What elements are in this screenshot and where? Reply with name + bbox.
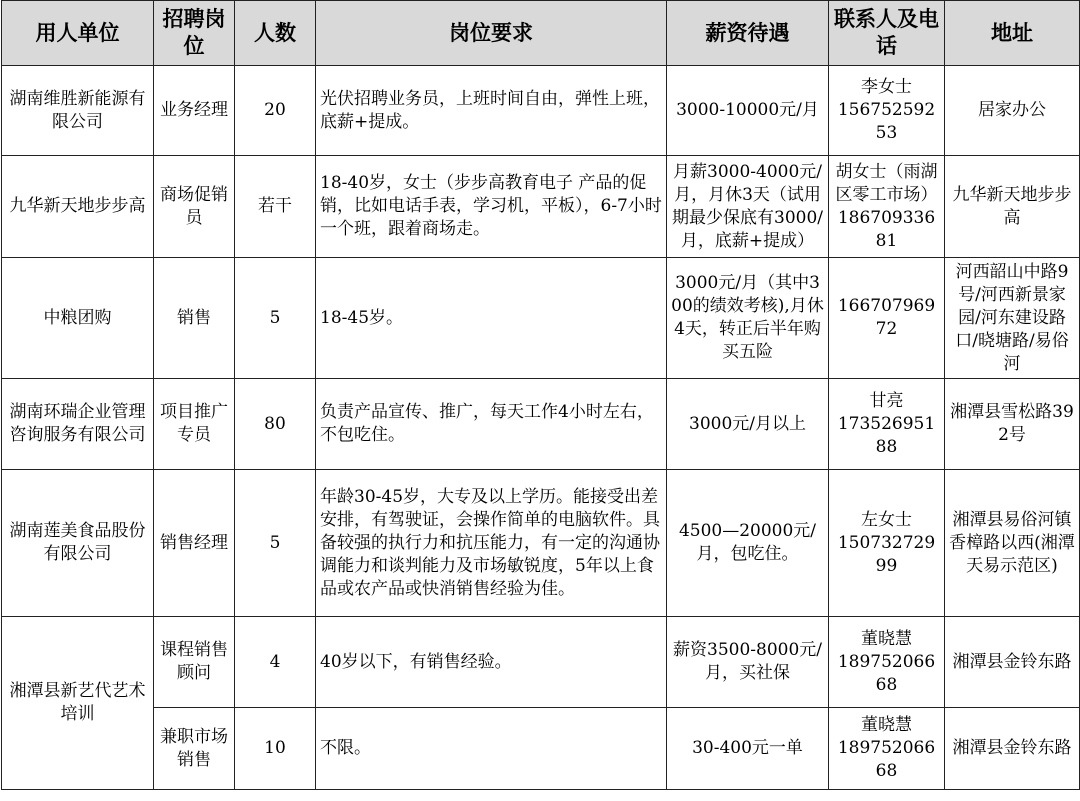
table-row bbox=[2, 379, 1080, 470]
salary-cell: 3000-10000元/月 bbox=[667, 66, 829, 156]
address-cell: 居家办公 bbox=[945, 66, 1080, 156]
company-cell: 九华新天地步步高 bbox=[2, 156, 154, 258]
table-row bbox=[2, 708, 1080, 790]
position-cell: 销售经理 bbox=[154, 470, 235, 617]
contact-phone: 18670933681 bbox=[837, 207, 936, 251]
table-row bbox=[2, 156, 1080, 258]
count-cell: 5 bbox=[235, 470, 316, 617]
salary-cell: 3000元/月（其中300的绩效考核),月休4天，转正后半年购买五险 bbox=[667, 258, 829, 379]
contact-cell bbox=[829, 258, 945, 379]
count-cell: 80 bbox=[235, 379, 316, 470]
contact-cell bbox=[829, 156, 945, 258]
count-cell: 5 bbox=[235, 258, 316, 379]
salary-cell: 4500—20000元/月，包吃住。 bbox=[667, 470, 829, 617]
position-cell: 业务经理 bbox=[154, 66, 235, 156]
address-cell: 湘潭县金铃东路 bbox=[945, 617, 1080, 708]
contact-phone: 18975206668 bbox=[837, 651, 936, 695]
contact-phone: 18975206668 bbox=[837, 738, 936, 781]
contact-cell bbox=[829, 379, 945, 470]
count-cell: 4 bbox=[235, 617, 316, 708]
requirements-cell: 40岁以下，有销售经验。 bbox=[316, 617, 667, 708]
contact-name: 甘亮 bbox=[869, 390, 904, 411]
table-row bbox=[2, 258, 1080, 379]
contact-cell bbox=[829, 66, 945, 156]
contact-phone: 15675259253 bbox=[837, 100, 936, 143]
salary-cell: 30-400元一单 bbox=[667, 708, 829, 790]
header-contact: 联系人及电话 bbox=[829, 1, 945, 66]
header-position: 招聘岗位 bbox=[154, 1, 235, 66]
position-cell: 项目推广专员 bbox=[154, 379, 235, 470]
position-cell: 商场促销员 bbox=[154, 156, 235, 258]
address-cell: 湘潭县易俗河镇香樟路以西(湘潭天易示范区) bbox=[945, 470, 1080, 617]
position-cell: 兼职市场销售 bbox=[154, 708, 235, 790]
salary-cell: 薪资3500-8000元/月，买社保 bbox=[667, 617, 829, 708]
contact-cell bbox=[829, 470, 945, 617]
company-cell: 湘潭县新艺代艺术培训 bbox=[2, 617, 154, 790]
salary-cell: 月薪3000-4000元/月，月休3天（试用期最少保底有3000/月，底薪+提成） bbox=[667, 156, 829, 258]
table-row bbox=[2, 66, 1080, 156]
count-cell: 10 bbox=[235, 708, 316, 790]
requirements-cell: 18-45岁。 bbox=[316, 258, 667, 379]
company-cell: 湖南维胜新能源有限公司 bbox=[2, 66, 154, 156]
job-listings-table bbox=[1, 0, 1080, 790]
position-cell: 课程销售顾问 bbox=[154, 617, 235, 708]
header-company: 用人单位 bbox=[2, 1, 154, 66]
requirements-cell: 年龄30-45岁，大专及以上学历。能接受出差安排，有驾驶证，会操作简单的电脑软件。具备较强的执行力和抗压能力，有一定的沟通协调能力和谈判能力及市场敏锐度，5年以上食品或农产品或快消销售经验为佳。 bbox=[316, 470, 667, 617]
table-row bbox=[2, 617, 1080, 708]
header-salary: 薪资待遇 bbox=[667, 1, 829, 66]
table-row bbox=[2, 470, 1080, 617]
header-requirements: 岗位要求 bbox=[316, 1, 667, 66]
contact-name: 左女士 bbox=[861, 509, 912, 530]
requirements-cell: 不限。 bbox=[316, 708, 667, 790]
contact-cell bbox=[829, 708, 945, 790]
contact-name: 胡女士（雨湖区零工市场） bbox=[835, 161, 938, 205]
requirements-cell: 18-40岁，女士（步步高教育电子 产品的促销，比如电话手表，学习机，平板），6-7小时一个班，跟着商场走。 bbox=[316, 156, 667, 258]
company-cell: 湖南环瑞企业管理咨询服务有限公司 bbox=[2, 379, 154, 470]
count-cell: 若干 bbox=[235, 156, 316, 258]
contact-phone: 15073272999 bbox=[837, 532, 936, 576]
header-count: 人数 bbox=[235, 1, 316, 66]
header-address: 地址 bbox=[945, 1, 1080, 66]
contact-phone: 16670796972 bbox=[837, 296, 936, 339]
contact-phone: 17352695188 bbox=[837, 413, 936, 457]
position-cell: 销售 bbox=[154, 258, 235, 379]
company-cell: 中粮团购 bbox=[2, 258, 154, 379]
address-cell: 湘潭县金铃东路 bbox=[945, 708, 1080, 790]
contact-cell bbox=[829, 617, 945, 708]
salary-cell: 3000元/月以上 bbox=[667, 379, 829, 470]
address-cell: 河西韶山中路9号/河西新景家园/河东建设路口/晓塘路/易俗河 bbox=[945, 258, 1080, 379]
contact-name: 李女士 bbox=[861, 77, 912, 97]
company-cell: 湖南莲美食品股份有限公司 bbox=[2, 470, 154, 617]
requirements-cell: 负责产品宣传、推广，每天工作4小时左右，不包吃住。 bbox=[316, 379, 667, 470]
requirements-cell: 光伏招聘业务员，上班时间自由，弹性上班，底薪+提成。 bbox=[316, 66, 667, 156]
address-cell: 九华新天地步步高 bbox=[945, 156, 1080, 258]
table-header-row bbox=[2, 1, 1080, 66]
contact-name: 董晓慧 bbox=[861, 715, 912, 735]
count-cell: 20 bbox=[235, 66, 316, 156]
contact-name: 董晓慧 bbox=[861, 628, 912, 649]
address-cell: 湘潭县雪松路392号 bbox=[945, 379, 1080, 470]
